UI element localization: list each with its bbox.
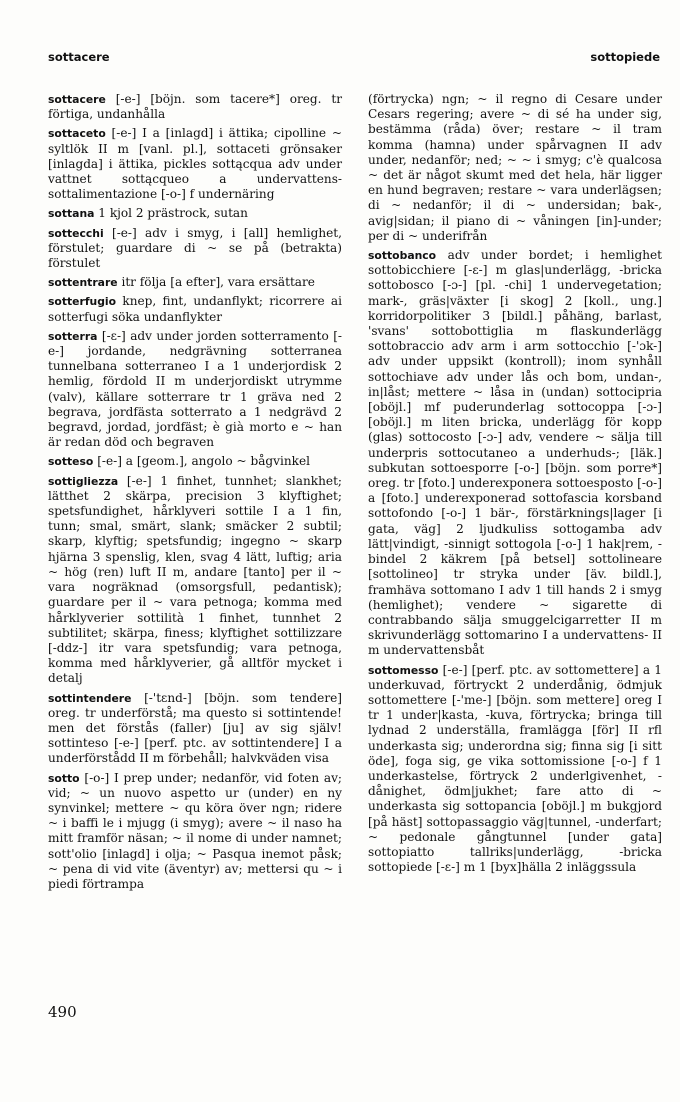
dictionary-entry	[48, 92, 342, 122]
dictionary-entry	[48, 226, 342, 272]
dictionary-entry	[48, 329, 342, 451]
running-head-right: sottopiede	[590, 50, 660, 64]
entry-headword: sottaceto	[48, 127, 106, 141]
page-number: 490	[48, 1003, 77, 1021]
entry-headword: sotterfugio	[48, 295, 117, 309]
dictionary-entry	[48, 474, 342, 687]
entry-definition: [-e-] 1 finhet, tunnhet; slankhet; lätthet 2 skärpa, precision 3 klyftighet; spetsfundighet, hårklyveri sottile I a 1 fin, tunn; smal, smärt, slank; smäcker 2 subtil; skarp, klyftig; spetsfundig; ingegno ~ skarp hjärna 3 spenslig, klen, svag 4 lätt, luftig; aria ~ hög (ren) luft II m, andare [tanto] per il ~ vara nogräknad (omsorgsfull, pedantisk); guardare per il ~ vara petnoga; komma med hårklyverier sottilità 1 finhet, tunnhet 2 subtilitet; skärpa, finess; klyftighet sottilizzare [-ddz-] itr vara spetsfundig; vara petnoga, komma med hårklyverier, gå alltför mycket i detalj	[48, 473, 342, 686]
entry-headword: sottintendere	[48, 691, 132, 705]
entry-headword: sottacere	[48, 93, 106, 106]
dictionary-entry	[368, 663, 662, 876]
entry-definition: [-o-] I prep under; nedanför, vid foten av; vid; ~ un nuovo aspetto ur (under) en ny synvinkel; mettere ~ qu köra över ngn; ridere ~ i baffi le i mjugg (i smyg); avere ~ il naso ha mitt framför näsan; ~ il nome di under namnet; sott'olio [inlagd] i olja; ~ Pasqua inemot påsk; ~ pena di vid vite (äventyr) av; mettersi qu ~ i piedi förtrampa	[48, 770, 342, 891]
dictionary-entry	[48, 126, 342, 202]
entry-definition: [-e-] [perf. ptc. av sottomettere] a 1 underkuvad, förtryckt 2 underdånig, ödmjuk sottomettere [-'me-] [böjn. som mettere] oreg I tr 1 under|kasta, -kuva, förtrycka; bringa till lydnad 2 underställa, framlägga [för] II rfl underkasta sig; underordna sig; finna sig [i sitt öde], foga sig, ge vika sottomissione [-o-] f 1 underkastelse, förtryck 2 underlgivenhet, -dånighet, ödm|jukhet; fare atto di ~ underkasta sig sottopancia [oböjl.] m bukgjord [på häst] sottopassaggio väg|tunnel, -underfart; ~ pedonale gångtunnel [under gata] sottopiatto tallriks|underlägg, -bricka sottopiede [-ɛ-] m 1 [byx]hälla 2 inläggssula	[368, 662, 662, 875]
entry-definition: adv under bordet; i hemlighet sottobicchiere [-ɛ-] m glas|underlägg, -bricka sottobosco [-ɔ-] [pl. -chi] 1 undervegetation; mark-, gräs|växter [i skog] 2 [koll., ung.] korridorpolitiker 3 [bildl.] påhäng, barlast, 'svans' sottobottiglia m flaskunderlägg sottobraccio adv arm i arm sottocchio [-'ɔk-] adv under uppsikt (kontroll); inom synhåll sottochiave adv under lås och bom, undan-, in|låst; mettere ~ låsa in (undan) sottocipria [oböjl.] mf puderunderlag sottocoppa [-ɔ-] [oböjl.] m liten bricka, underlägg för kopp (glas) sottocosto [-ɔ-] adv, vendere ~ sälja till underpris sottocutaneo a underhuds-; [läk.] subkutan sottoesporre [-o-] [böjn. som porre*] oreg. tr [foto.] underexponera sottoesposto [-o-] a [foto.] underexponerad sottofascia korsband sottofondo [-o-] 1 bär-, förstärknings|lager [i gata, väg] 2 ljudkuliss sottogamba adv lätt|vindigt, -sinnigt sottogola [-o-] 1 hak|rem, -bindel 2 käkrem [på betsel] sottolineare [sottolineo] tr stryka under [äv. bildl.], framhäva sottomano I adv 1 till hands 2 i smyg (hemlighet); vendere ~ sigarette di contrabbando sälja smuggelcigarretter II m skrivunderlägg sottomarino I a undervattens- II m undervattensbåt	[368, 248, 662, 658]
entry-headword: sottigliezza	[48, 474, 119, 488]
dictionary-entry	[48, 771, 342, 893]
entry-definition: [-ɛ-] adv under jorden sotterramento [-e-] jordande, nedgrävning sotterranea tunnelbana sotterraneo I a 1 underjordisk 2 hemlig, fördold II m underjordiskt utrymme (valv), källare sotterrare tr 1 gräva ned 2 begrava, jordfästa sotterrato a 1 nedgrävd 2 begravd, jordad, jordfäst; è già morto e ~ han är redan död och begraven	[48, 328, 342, 450]
dictionary-entry	[48, 294, 342, 324]
entry-definition: knep, fint, undanflykt; ricorrere ai sotterfugi söka undanflykter	[48, 294, 342, 324]
dictionary-entry	[48, 275, 342, 290]
left-column	[48, 92, 342, 896]
dictionary-entry	[368, 92, 662, 244]
right-column	[368, 92, 662, 879]
dictionary-entry	[48, 206, 342, 221]
entry-definition: [-e-] I a [inlagd] i ättika; cipolline ~ syltlök II m [vanl. pl.], sottaceti grönsaker [inlagda] i ättika, pickles sottącqua adv under vattnet sottącqueo a undervattens- sottalimentazione [-o-] f undernäring	[48, 126, 342, 202]
entry-definition: (förtrycka) ngn; ~ il regno di Cesare under Cesars regering; avere ~ di sé ha under sig, bestämma (råda) över; restare ~ il tram komma (hamna) under spårvagnen II adv under, nedanför; ned; ~ ~ i smyg; c'è qualcosa ~ det är något skumt med det hela, här ligger en hund begraven; restare ~ vara underlägsen; di ~ nedanför; il di ~ undersidan; bak-, avig|sidan; il piano di ~ våningen [in]-under; per di ~ underifrån	[368, 92, 662, 243]
entry-definition: itr följa [a efter], vara ersättare	[117, 275, 315, 290]
entry-headword: sottana	[48, 207, 95, 221]
dictionary-entry	[368, 248, 662, 658]
entry-definition: [-'tɛnd-] [böjn. som tendere] oreg. tr underförstå; ma questo si sottintende! men det förstås (faller) [ju] av sig själv! sottinteso [-e-] [perf. ptc. av sottintendere] I a underförstådd II m förbehåll; halvkväden visa	[48, 690, 342, 766]
entry-headword: sotteso	[48, 455, 94, 469]
entry-definition: [-e-] [böjn. som tacere*] oreg. tr förtiga, undanhålla	[48, 92, 342, 122]
entry-headword: sotto	[48, 771, 80, 785]
entry-headword: sotterra	[48, 329, 98, 343]
entry-definition: [-e-] a [geom.], angolo ~ bågvinkel	[93, 454, 310, 469]
entry-definition: [-e-] adv i smyg, i [all] hemlighet, förstulet; guardare di ~ se på (betrakta) förstulet	[48, 225, 342, 271]
entry-headword: sottobanco	[368, 249, 437, 263]
entry-headword: sottomesso	[368, 663, 439, 677]
entry-headword: sottentrare	[48, 276, 118, 290]
running-head-left: sottacere	[48, 50, 110, 64]
dictionary-entry	[48, 454, 342, 469]
entry-headword: sottecchi	[48, 226, 104, 240]
entry-definition: 1 kjol 2 prästrock, sutan	[94, 206, 248, 221]
dictionary-entry	[48, 691, 342, 767]
